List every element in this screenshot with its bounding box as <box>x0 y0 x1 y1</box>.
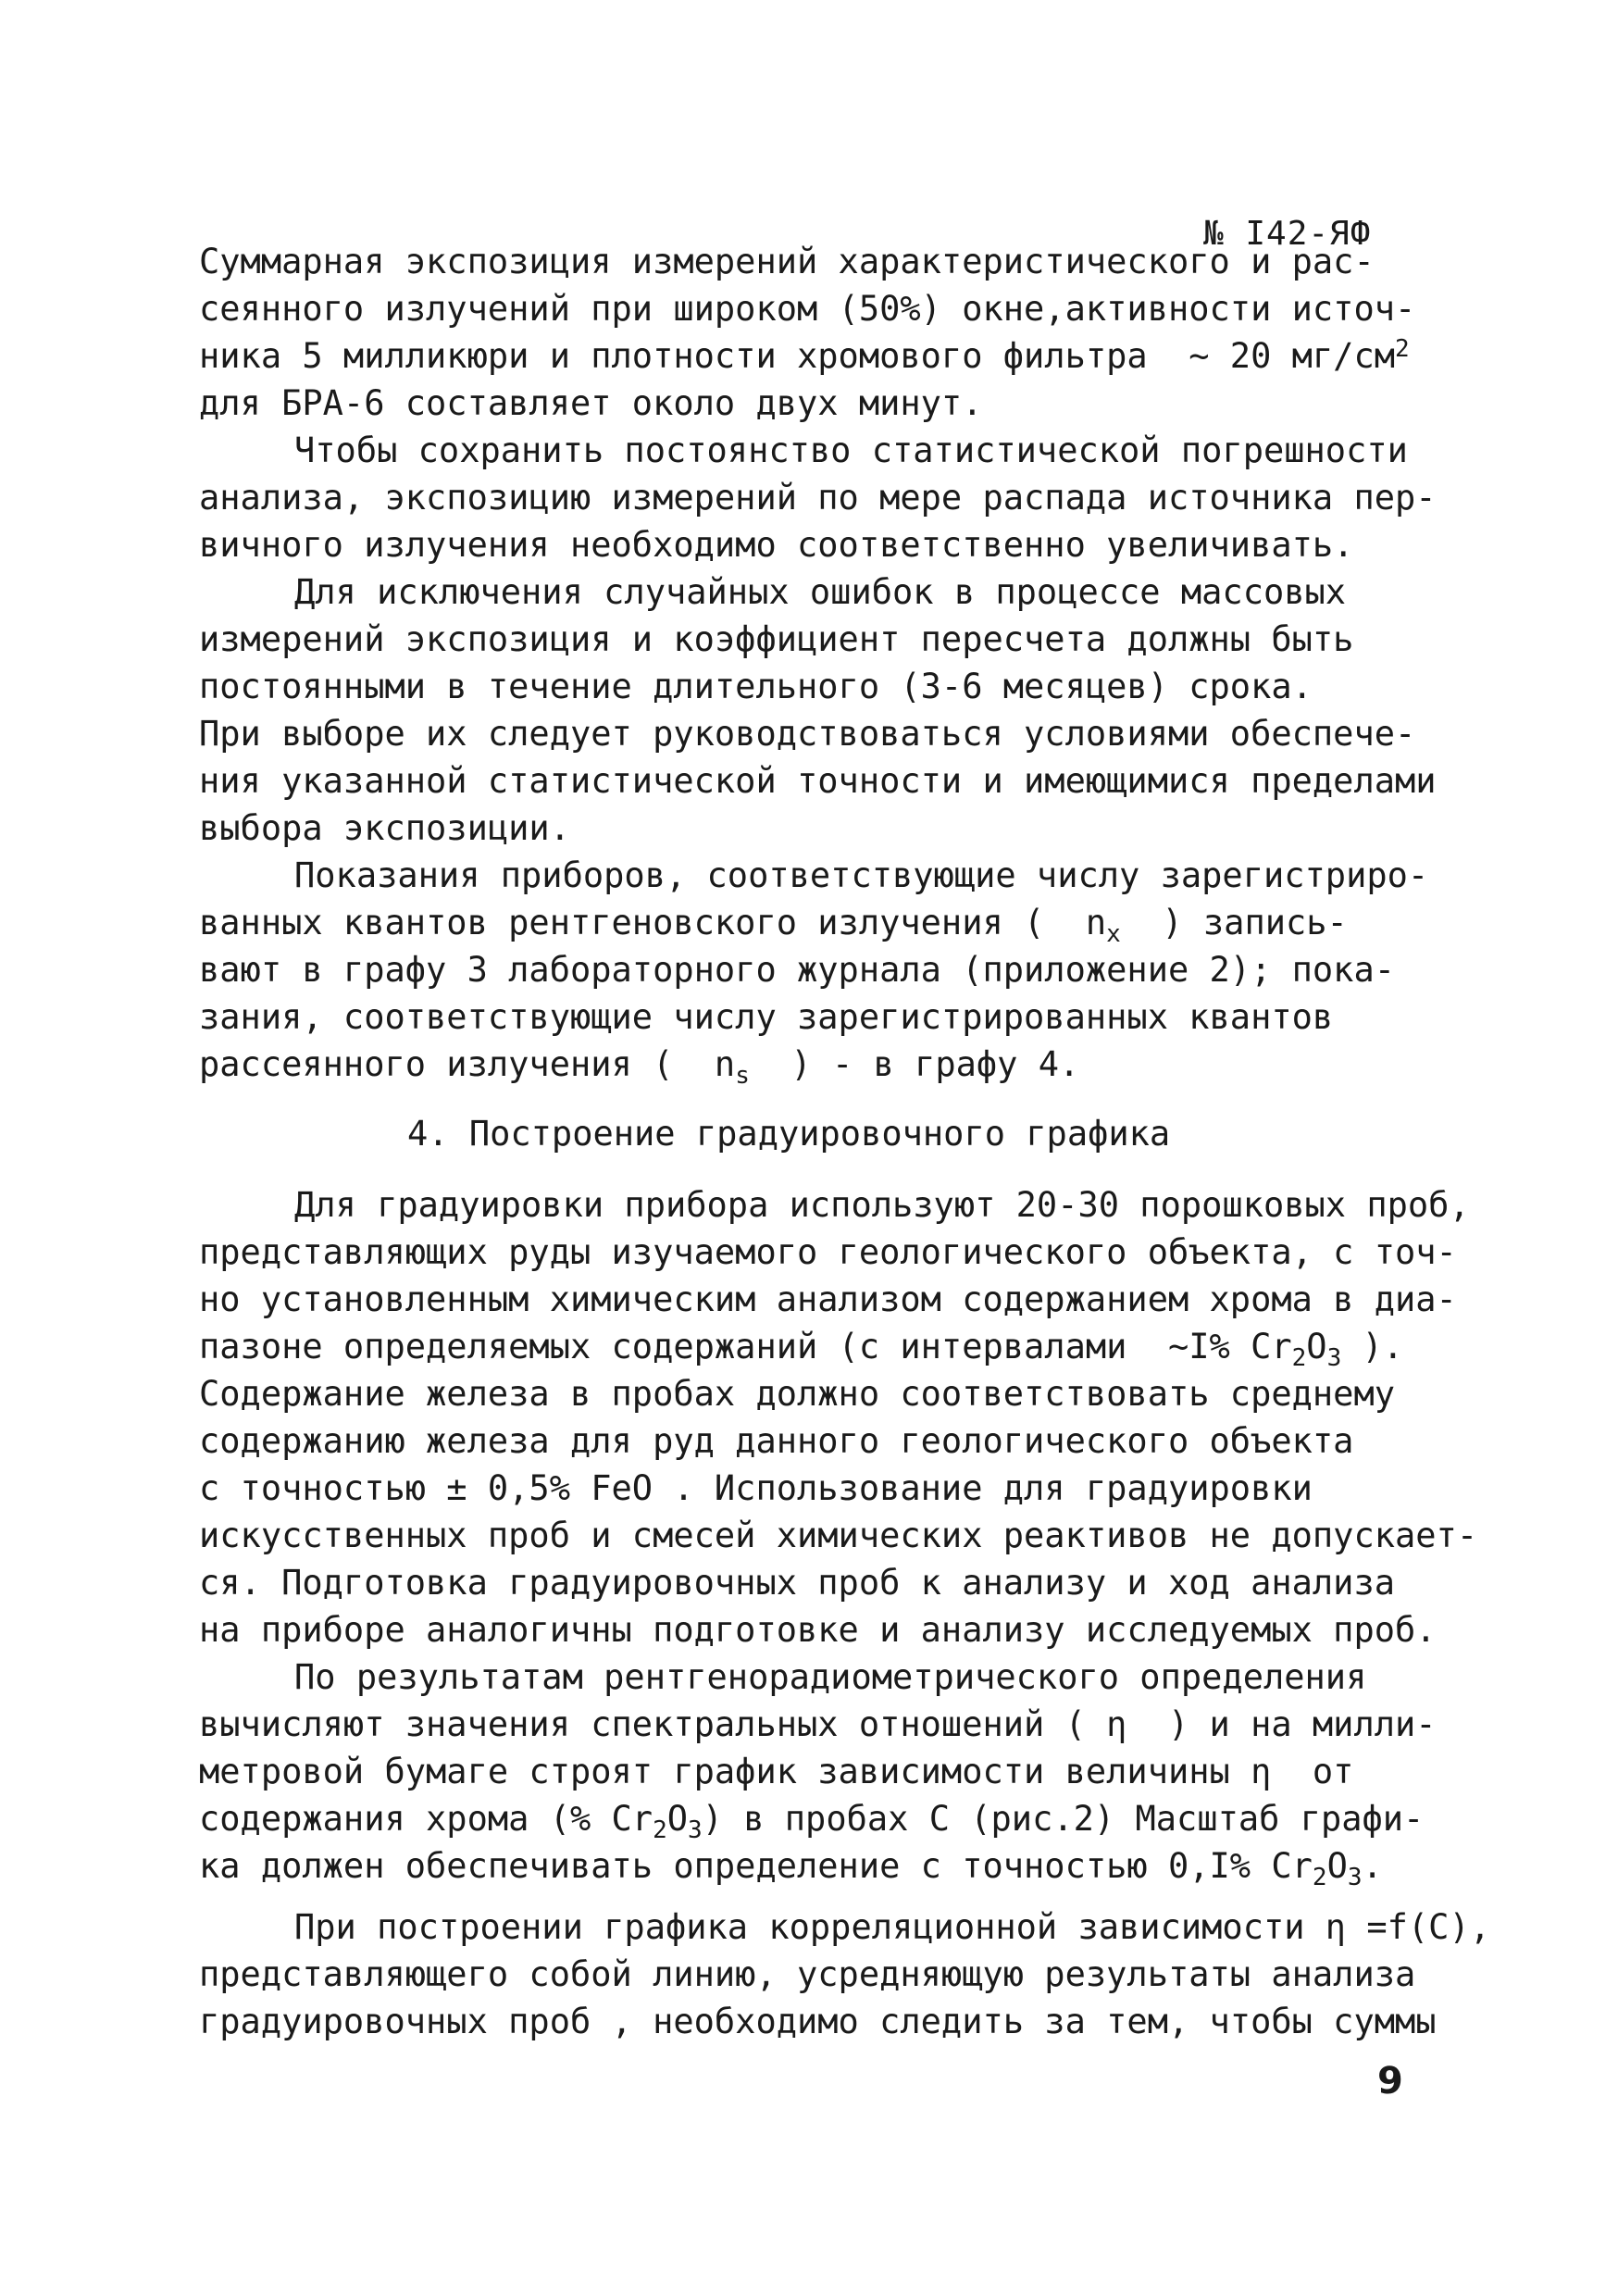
text-line-18: рассеянного излучения ( $n_s$ ) - в графу 4. <box>199 1044 1080 1090</box>
text-line-1: Суммарная экспозиция измерений характеристического и рас- <box>199 242 1375 281</box>
text-line-11: При выборе их следует руководствоваться условиями обеспече- <box>199 714 1416 754</box>
superscript-2: 2 <box>1395 335 1410 363</box>
text-line-31: метровой бумаге строят график зависимости величины η от <box>199 1752 1354 1791</box>
document-number: № I42-ЯФ <box>1203 215 1372 253</box>
text-line-8: Для исключения случайных ошибок в процессе массовых <box>294 572 1347 612</box>
page-number: 9 <box>1377 2060 1403 2103</box>
text-line-22: пазоне определяемых содержаний (с интервалами ~I% $Cr_2O_3$ ). <box>199 1327 1404 1372</box>
subscript-s: s <box>735 1062 750 1090</box>
subscript-x: x <box>1106 920 1121 948</box>
text-line-29: По результатам рентгенорадиометрического определения <box>294 1657 1367 1697</box>
text-line-16: вают в графу 3 лабораторного журнала (приложение 2); пока- <box>199 950 1396 990</box>
text-line-7: вичного излучения необходимо соответственно увеличивать. <box>199 525 1354 565</box>
text-line-28: на приборе аналогичны подготовке и анализу исследуемых проб. <box>199 1610 1437 1650</box>
text-line-15: ванных квантов рентгеновского излучения ( $n_x$ ) запись- <box>199 903 1348 948</box>
text-line-24: содержанию железа для руд данного геологического объекта <box>199 1421 1354 1461</box>
text-line-4: для БРА-6 составляет около двух минут. <box>199 383 983 423</box>
text-line-9: измерений экспозиция и коэффициент пересчета должны быть <box>199 619 1354 659</box>
text-line-27: ся. Подготовка градуировочных проб к анализу и ход анализа <box>199 1563 1396 1603</box>
text-line-19: Для градуировки прибора используют 20-30 порошковых проб, <box>294 1185 1470 1225</box>
text-line-3: ника 5 милликюри и плотности хромового фильтра ~ 20 $мг/см^2$ <box>199 335 1410 376</box>
text-line-21: но установленным химическим анализом содержанием хрома в диа- <box>199 1279 1457 1319</box>
text-line-26: искусственных проб и смесей химических реактивов не допускает- <box>199 1516 1478 1555</box>
text-line-30: вычисляют значения спектральных отношений ( η ) и на милли- <box>199 1704 1437 1744</box>
text-line-25: с точностью ± 0,5% FeO . Использование для градуировки <box>199 1468 1313 1508</box>
text-line-20: представляющих руды изучаемого геологического объекта, с точ- <box>199 1232 1457 1272</box>
text-line-10: постоянными в течение длительного (3-6 месяцев) срока. <box>199 667 1313 706</box>
text-line-23: Содержание железа в пробах должно соответствовать среднему <box>199 1374 1396 1414</box>
text-line-17: зания, соответствующие числу зарегистрированных квантов <box>199 997 1334 1037</box>
text-line-6: анализа, экспозицию измерений по мере распада источника пер- <box>199 478 1437 518</box>
text-line-33: ка должен обеспечивать определение с точностью 0,I% $Cr_2O_3$. <box>199 1846 1383 1891</box>
text-line-2: сеянного излучений при широком (50%) окне,активности источ- <box>199 289 1416 329</box>
text-line-12: ния указанной статистической точности и имеющимися пределами <box>199 761 1437 801</box>
text-line-5: Чтобы сохранить постоянство статистической погрешности <box>294 430 1408 470</box>
text-line-35: представляющего собой линию, усредняющую результаты анализа <box>199 1954 1416 1994</box>
text-line-32: содержания хрома (% $Cr_2O_3$) в пробах С (рис.2) Масштаб графи- <box>199 1799 1425 1844</box>
text-line-34: При построении графика корреляционной зависимости η =f(C), <box>294 1907 1491 1947</box>
text-line-13: выбора экспозиции. <box>199 808 570 848</box>
text-line-36: градуировочных проб , необходимо следить за тем, чтобы суммы <box>199 2002 1437 2041</box>
text-line-14: Показания приборов, соответствующие числу зарегистриро- <box>294 855 1429 895</box>
section-heading: 4. Построение градуировочного графика <box>407 1114 1171 1154</box>
